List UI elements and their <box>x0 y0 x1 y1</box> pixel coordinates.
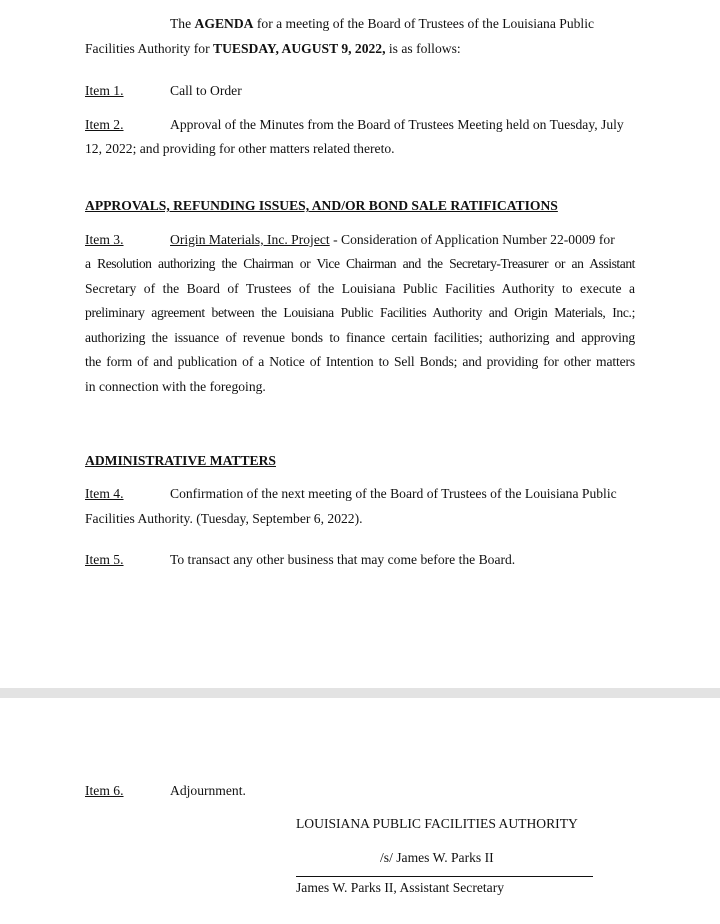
item-3-line-7: in connection with the foregoing. <box>85 379 266 394</box>
intro-text: for a meeting of the Board of Trustees of the Louisiana Public <box>253 16 595 31</box>
item-3-line-3: Secretary of the Board of Trustees of the Louisiana Public Facilities Authority to execute a <box>85 281 635 296</box>
item-2-line-2: 12, 2022; and providing for other matters related thereto. <box>85 141 395 156</box>
item-3-line-4: preliminary agreement between the Louisiana Public Facilities Authority and Origin Materials, Inc.; <box>85 305 635 320</box>
item-2-line-1: Approval of the Minutes from the Board of Trustees Meeting held on Tuesday, July <box>170 117 624 132</box>
item-4-label: Item 4. <box>85 486 124 501</box>
page-break <box>0 688 720 698</box>
intro-text: Facilities Authority for <box>85 41 213 56</box>
item-3-project: Origin Materials, Inc. Project <box>170 232 330 247</box>
heading-approvals: APPROVALS, REFUNDING ISSUES, AND/OR BOND SALE RATIFICATIONS <box>85 198 558 213</box>
signature-name-title: James W. Parks II, Assistant Secretary <box>296 880 505 895</box>
item-3-line-5: authorizing the issuance of revenue bonds to finance certain facilities; authorizing and approving <box>85 330 635 345</box>
item-5-label: Item 5. <box>85 552 124 567</box>
item-4-line-1: Confirmation of the next meeting of the Board of Trustees of the Louisiana Public <box>170 486 617 501</box>
item-5-text: To transact any other business that may come before the Board. <box>170 552 516 567</box>
intro-text: is as follows: <box>385 41 461 56</box>
signature-signed: /s/ James W. Parks II <box>380 850 494 865</box>
item-3-label: Item 3. <box>85 232 124 247</box>
item-4-line-2: Facilities Authority. (Tuesday, September 6, 2022). <box>85 511 363 526</box>
item-1-text: Call to Order <box>170 83 242 98</box>
item-3-text: - Consideration of Application Number 22-0009 for <box>329 232 615 247</box>
item-2-label: Item 2. <box>85 117 124 132</box>
item-3-line-1 <box>170 231 615 248</box>
agenda-page-2 <box>0 698 720 924</box>
item-3-line-6: the form of and publication of a Notice of Intention to Sell Bonds; and providing for other matters <box>85 354 635 369</box>
agenda-word: AGENDA <box>194 16 254 31</box>
heading-administrative: ADMINISTRATIVE MATTERS <box>85 453 276 468</box>
item-3-line-2: a Resolution authorizing the Chairman or Vice Chairman and the Secretary-Treasurer or an Assistant <box>85 256 635 271</box>
intro-text: The <box>170 16 195 31</box>
item-1-label: Item 1. <box>85 83 124 98</box>
item-6-label: Item 6. <box>85 783 124 798</box>
intro-line-1 <box>170 15 635 32</box>
signature-line <box>296 876 593 877</box>
meeting-date: TUESDAY, AUGUST 9, 2022, <box>213 41 386 56</box>
item-6-text: Adjournment. <box>170 783 246 798</box>
intro-line-2 <box>85 40 635 57</box>
signature-org: LOUISIANA PUBLIC FACILITIES AUTHORITY <box>296 816 578 831</box>
